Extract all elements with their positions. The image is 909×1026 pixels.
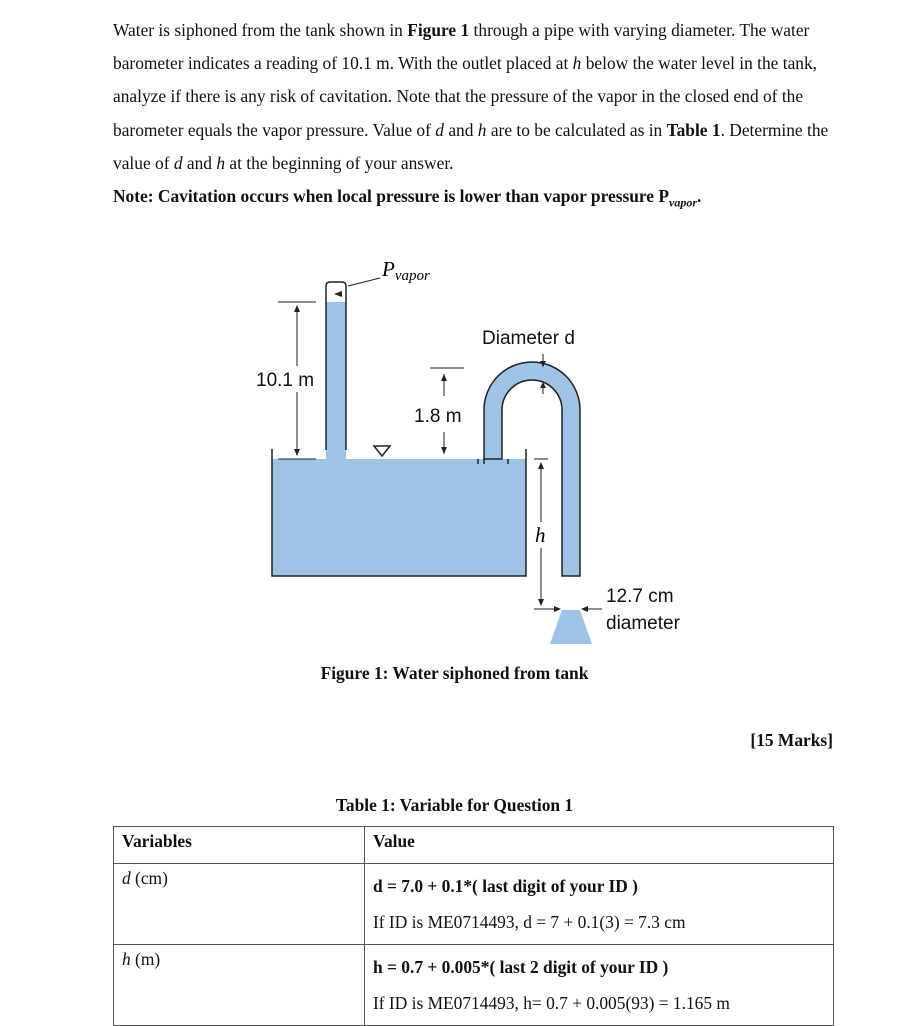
water-level-icon: [374, 446, 390, 456]
figure-reference: Figure 1: [407, 20, 470, 40]
marks-label: [15 Marks]: [750, 730, 833, 750]
outlet-nozzle: [550, 610, 592, 644]
inlet-height-label: 1.8 m: [414, 406, 462, 427]
formula-text: h = 0.7 + 0.005*( last 2 digit of your ID ): [373, 957, 669, 977]
value-cell: [365, 945, 834, 1026]
formula-text: d = 7.0 + 0.1*( last digit of your ID ): [373, 876, 638, 896]
vapor-pointer-icon: [334, 291, 342, 297]
cavitation-note: Note: Cavitation occurs when local pressure is lower than vapor pressure $P_{vapor}$.: [113, 186, 702, 210]
siphon-figure: [230, 250, 700, 650]
h-label: h: [535, 523, 546, 547]
example-text: If ID is ME0714493, h= 0.7 + 0.005(93) = 1.165 m: [373, 993, 730, 1013]
p-vapor-label: Pvapor: [382, 257, 430, 284]
header-value: Value: [365, 827, 834, 864]
barometer-reading-label: 10.1 m: [256, 370, 315, 391]
variable-cell: h (m): [114, 945, 365, 1026]
table-row: [114, 945, 834, 1026]
table-row: [114, 864, 834, 945]
example-text: If ID is ME0714493, d = 7 + 0.1(3) = 7.3 cm: [373, 912, 686, 932]
table-reference: Table 1: [666, 119, 721, 140]
header-variables: Variables: [114, 827, 365, 864]
tank-water: [272, 459, 526, 576]
outlet-diameter-word: diameter: [606, 613, 680, 634]
variable-cell: d (cm): [114, 864, 365, 945]
diameter-d-label: Diameter d: [482, 328, 575, 349]
question-paragraph: Water is siphoned from the tank shown in Figure 1 through a pipe with varying diameter. The water barometer indicates a reading of 10.1 m. With the outlet placed at h below the water level in the tank, analyze if there is any risk of cavitation. Note that the pressure of the vapor in the closed end of the barometer equals the vapor pressure. Value of d and h are to be calculated as in Table 1. Determine the value of d and h at the beginning of your answer. Note: Cavitation occurs when local pressure is lower than vapor pressure $P_{vapor}$.: [113, 14, 843, 220]
siphon-diagram: [230, 250, 700, 650]
figure-caption: Figure 1: Water siphoned from tank: [320, 663, 589, 683]
variables-table: [113, 826, 834, 1026]
value-cell: [365, 864, 834, 945]
table-header-row: [114, 827, 834, 864]
outlet-diameter-value: 12.7 cm: [606, 586, 674, 607]
barometer-water: [326, 302, 346, 459]
table-caption: Table 1: Variable for Question 1: [335, 795, 574, 815]
